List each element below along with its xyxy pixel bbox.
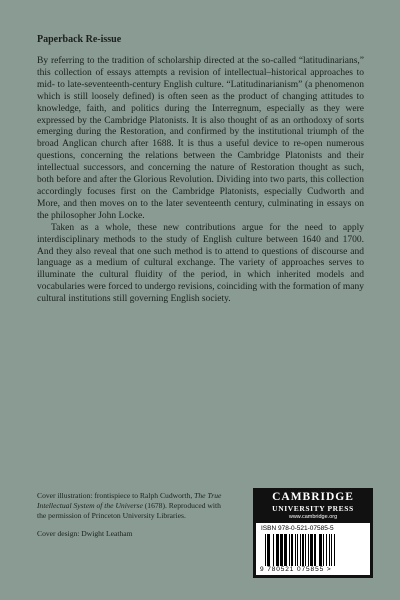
blurb-text [37,56,364,306]
illustration-credit [37,491,227,521]
isbn-label: ISBN 978-0-521-07585-5 [261,525,334,532]
barcode-stripe [335,534,336,566]
illustration-credit-title: The True Intellectual System of the Universe [37,491,222,510]
illustration-credit-suffix: (1678). Reproduced with the permission of Princeton University Libraries. [37,501,221,520]
illustration-credit-prefix: Cover illustration: frontispiece to Ralph Cudworth, [37,491,195,500]
publisher-block [253,488,373,578]
barcode-panel [256,523,370,575]
publisher-url: www.cambridge.org [288,514,338,520]
blurb-paragraph-2: Taken as a whole, these new contributions argue for the need to apply interdisciplinary methods to the study of English culture between 1640 and 1700. And they also reveal that one such method is to attend to questions of discourse and language as a medium of cultural exchange. The variety of approaches serves to illuminate the cultural fluidity of the period, in which inherited models and vocabularies were forced to undergo revisions, coinciding with the formation of many cultural institutions still governing English society. [37,222,364,305]
cover-credits [37,491,227,547]
publisher-press: UNIVERSITY PRESS [272,504,354,513]
barcode-icon [265,534,365,566]
blurb-paragraph-1: By referring to the tradition of scholarship directed at the so-called “latitudinarians,” this collection of essays attempts a revision of intellectual–historical approaches to mid- to late-seventeenth-century English culture. “Latitudinarianism” (a phenomenon which is still loosely defined) is often seen as the product of changing attitudes to knowledge, faith, and politics during the Interregnum, especially as they were expressed by the Cambridge Platonists. It is also thought of as an orthodoxy of sorts emerging during the Restoration, and confirmed by the institutional triumph of the broad Anglican church after 1688. It is thus a useful device to re-open numerous questions, concerning the relations between the Cambridge Platonists and their intellectual successors, and concerning the nature of Restoration thought as such, both before and after the Glorious Revolution. Dividing into two parts, this collection accordingly focuses first on the Cambridge Platonists, especially Cudworth and More, and then moves on to the later seventeenth century, culminating in essays on the philosopher John Locke. [37,56,364,221]
barcode-digits: 9 780521 075855 > [260,566,332,573]
publisher-name: CAMBRIDGE [272,491,354,503]
page-heading: Paperback Re-issue [37,34,122,45]
design-credit: Cover design: Dwight Leatham [37,529,133,538]
